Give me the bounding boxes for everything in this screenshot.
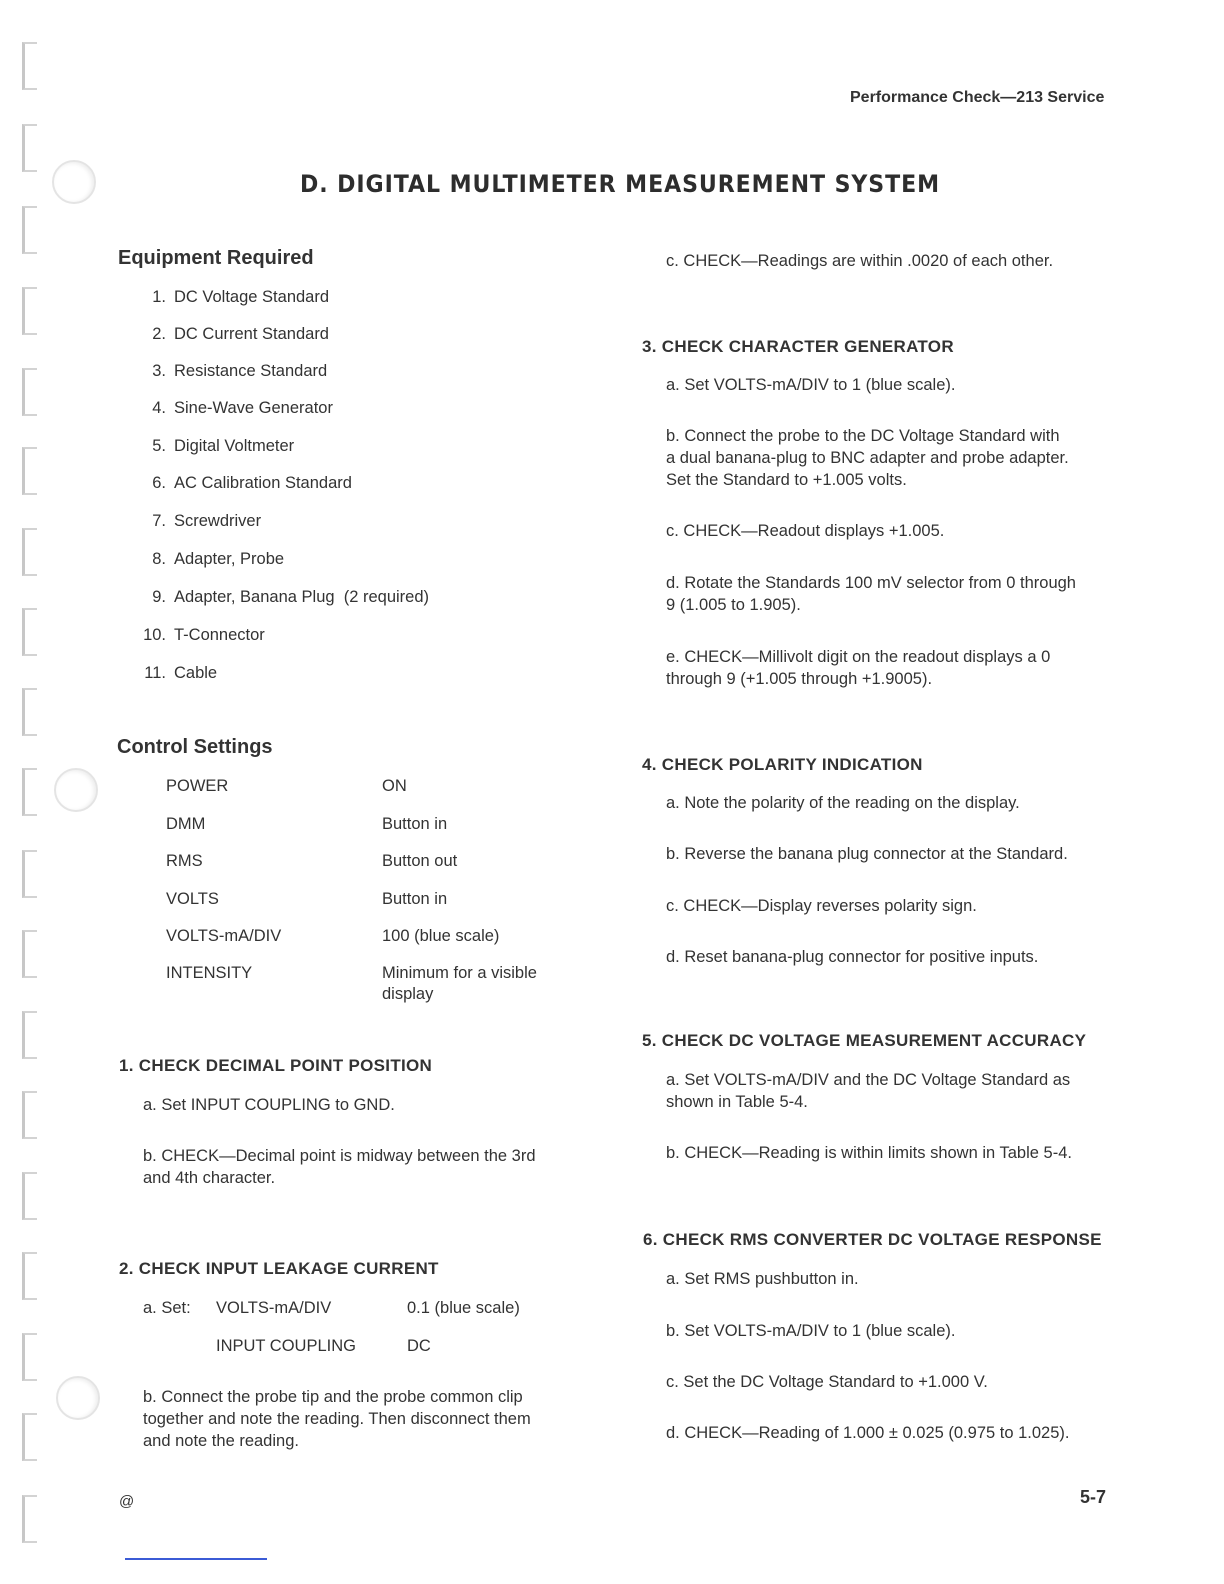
control-name: INTENSITY xyxy=(166,964,253,982)
step4-a: a. Note the polarity of the reading on the display. xyxy=(666,794,1020,812)
step1-b-line1: b. CHECK—Decimal point is midway between the 3rd xyxy=(143,1147,536,1165)
step6-heading: 6. CHECK RMS CONVERTER DC VOLTAGE RESPONSE xyxy=(643,1230,1102,1249)
equipment-item: 8. Adapter, Probe xyxy=(152,550,285,568)
equipment-item: 7. Screwdriver xyxy=(152,512,262,530)
footer-rule xyxy=(125,1558,267,1560)
control-value: ON xyxy=(382,777,407,795)
step6-d: d. CHECK—Reading of 1.000 ± 0.025 (0.975 to 1.025). xyxy=(666,1424,1070,1442)
step3-c: c. CHECK—Readout displays +1.005. xyxy=(666,522,945,540)
step4-d: d. Reset banana-plug connector for positive inputs. xyxy=(666,948,1039,966)
footer-symbol: @ xyxy=(119,1493,135,1510)
equipment-item: 11. Cable xyxy=(144,664,218,682)
step2-heading: 2. CHECK INPUT LEAKAGE CURRENT xyxy=(119,1259,439,1278)
step2-b-line2: together and note the reading. Then disconnect them xyxy=(143,1410,531,1428)
equipment-heading: Equipment Required xyxy=(118,247,314,269)
step3-heading: 3. CHECK CHARACTER GENERATOR xyxy=(642,337,954,356)
equipment-item: 6. AC Calibration Standard xyxy=(152,474,352,492)
equipment-item: 10. T-Connector xyxy=(143,626,265,644)
step3-e-line2: through 9 (+1.005 through +1.9005). xyxy=(666,670,933,688)
step1-heading: 1. CHECK DECIMAL POINT POSITION xyxy=(119,1056,433,1075)
control-value-continued: display xyxy=(382,985,434,1003)
step2-c: c. CHECK—Readings are within .0020 of each other. xyxy=(666,252,1054,270)
step5-a-line1: a. Set VOLTS-mA/DIV and the DC Voltage Standard as xyxy=(666,1071,1071,1089)
equipment-item: 2. DC Current Standard xyxy=(152,325,329,343)
equipment-item: 5. Digital Voltmeter xyxy=(152,437,295,455)
step4-c: c. CHECK—Display reverses polarity sign. xyxy=(666,897,977,915)
control-value: Minimum for a visible xyxy=(382,964,537,982)
control-name: RMS xyxy=(166,852,203,870)
step6-a: a. Set RMS pushbutton in. xyxy=(666,1270,859,1288)
step3-e-line1: e. CHECK—Millivolt digit on the readout displays a 0 xyxy=(666,648,1051,666)
step2-b-line1: b. Connect the probe tip and the probe common clip xyxy=(143,1388,523,1406)
step3-d-line1: d. Rotate the Standards 100 mV selector from 0 through xyxy=(666,574,1076,592)
control-name: POWER xyxy=(166,777,229,795)
step4-heading: 4. CHECK POLARITY INDICATION xyxy=(642,755,923,774)
step2-a-setting-value: DC xyxy=(407,1337,431,1355)
equipment-item: 3. Resistance Standard xyxy=(152,362,328,380)
step5-b: b. CHECK—Reading is within limits shown in Table 5-4. xyxy=(666,1144,1072,1162)
step6-c: c. Set the DC Voltage Standard to +1.000 V. xyxy=(666,1373,988,1391)
step3-b-line3: Set the Standard to +1.005 volts. xyxy=(666,471,907,489)
control-value: 100 (blue scale) xyxy=(382,927,500,945)
running-head: Performance Check—213 Service xyxy=(850,89,1105,106)
step3-b-line2: a dual banana-plug to BNC adapter and probe adapter. xyxy=(666,449,1069,467)
step2-a-setting-name: VOLTS-mA/DIV xyxy=(216,1299,332,1317)
page-number: 5-7 xyxy=(1080,1487,1107,1507)
step3-b-line1: b. Connect the probe to the DC Voltage Standard with xyxy=(666,427,1060,445)
control-value: Button in xyxy=(382,890,448,908)
equipment-item: 9. Adapter, Banana Plug (2 required) xyxy=(152,588,430,606)
punch-hole-middle xyxy=(54,768,98,812)
page-title: D. DIGITAL MULTIMETER MEASUREMENT SYSTEM xyxy=(299,170,941,198)
step1-a: a. Set INPUT COUPLING to GND. xyxy=(143,1096,395,1114)
step6-b: b. Set VOLTS-mA/DIV to 1 (blue scale). xyxy=(666,1322,956,1340)
control-settings-heading: Control Settings xyxy=(117,736,273,758)
control-name: DMM xyxy=(166,815,206,833)
step2-b-line3: and note the reading. xyxy=(143,1432,299,1450)
control-value: Button out xyxy=(382,852,458,870)
step3-d-line2: 9 (1.005 to 1.905). xyxy=(666,596,801,614)
punch-hole-bottom xyxy=(56,1376,100,1420)
step2-a-setting-name: INPUT COUPLING xyxy=(216,1337,356,1355)
control-name: VOLTS-mA/DIV xyxy=(166,927,282,945)
step1-b-line2: and 4th character. xyxy=(143,1169,276,1187)
control-value: Button in xyxy=(382,815,448,833)
step2-a-label: a. Set: xyxy=(143,1299,191,1317)
step3-a: a. Set VOLTS-mA/DIV to 1 (blue scale). xyxy=(666,376,956,394)
equipment-item: 1. DC Voltage Standard xyxy=(152,288,330,306)
control-name: VOLTS xyxy=(166,890,219,908)
equipment-item: 4. Sine-Wave Generator xyxy=(152,399,333,417)
step4-b: b. Reverse the banana plug connector at the Standard. xyxy=(666,845,1068,863)
step5-a-line2: shown in Table 5-4. xyxy=(666,1093,808,1111)
step5-heading: 5. CHECK DC VOLTAGE MEASUREMENT ACCURACY xyxy=(642,1031,1087,1050)
step2-a-setting-value: 0.1 (blue scale) xyxy=(407,1299,520,1317)
